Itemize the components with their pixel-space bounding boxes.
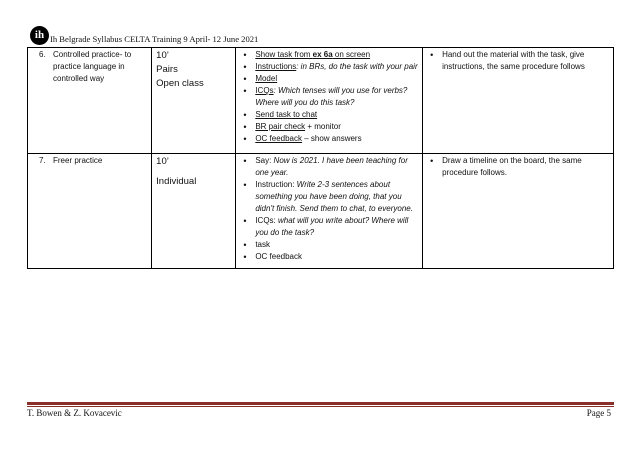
stage-number: 7.: [39, 156, 46, 165]
list-item: [240, 73, 418, 85]
stage-cell: [28, 48, 152, 154]
step-label: Instruction:: [255, 180, 297, 189]
list-item: • Draw a timeline on the board, the same procedure follows.: [427, 155, 609, 179]
list-item: • OC feedback: [240, 251, 418, 263]
step-text: Write 2-3 sentences about something you have been doing, that you didn't finish. Send them to chat, to everyone.: [255, 180, 413, 213]
list-item: [240, 179, 418, 215]
step-text: : Which tenses will you use for verbs? Where will you do this task?: [255, 86, 408, 107]
timing-cell: [152, 48, 236, 154]
step-text: : in BRs, do the task with your pair: [296, 62, 418, 71]
procedure-cell: [236, 154, 423, 269]
procedure-list: [240, 155, 418, 263]
list-item: [240, 61, 418, 73]
list-item: • Hand out the material with the task, give instructions, the same procedure follows: [427, 49, 609, 73]
stage-cell: [28, 154, 152, 269]
footer-divider: [27, 402, 614, 405]
footer-authors: T. Bowen & Z. Kovacevic: [27, 408, 122, 418]
stage-name: Freer practice: [53, 156, 103, 165]
step-text: + monitor: [305, 122, 341, 131]
step-label: Model: [255, 74, 278, 83]
list-item: • task: [240, 239, 418, 251]
step-text: on screen: [332, 50, 371, 59]
list-item: [240, 155, 418, 179]
notes-cell: [423, 48, 614, 154]
step-label: OC feedback: [255, 134, 303, 143]
list-item: [240, 133, 418, 145]
stage-time: 10’: [156, 156, 169, 167]
step-label: Instructions: [255, 62, 297, 71]
step-text-bold: ex 6a: [312, 50, 333, 59]
step-label: Send task to chat: [255, 110, 318, 119]
interaction-pattern: Pairs: [156, 64, 178, 75]
page-header: Ih Belgrade Syllabus CELTA Training 9 April- 12 June 2021: [50, 34, 259, 44]
list-item: [240, 109, 418, 121]
list-item: [240, 49, 418, 61]
ih-logo: ih: [30, 26, 49, 45]
notes-list: [427, 49, 609, 73]
table-row: [28, 48, 614, 154]
stage-name: Controlled practice- to practice language in controlled way: [53, 50, 132, 83]
step-text: what will you write about? Where will you do the task?: [255, 216, 409, 237]
interaction-pattern: Open class: [156, 78, 204, 89]
procedure-list: [240, 49, 418, 145]
list-item: [240, 121, 418, 133]
step-label: BR pair check: [255, 122, 306, 131]
step-text: – show answers: [302, 134, 362, 143]
list-item: [240, 215, 418, 239]
step-text: Show task from: [255, 50, 313, 59]
page-number: Page 5: [586, 408, 611, 418]
table-row: [28, 154, 614, 269]
timing-cell: [152, 154, 236, 269]
step-label: ICQs: [255, 86, 274, 95]
notes-cell: [423, 154, 614, 269]
stage-number: 6.: [39, 50, 46, 59]
procedure-cell: [236, 48, 423, 154]
footer-divider: [27, 406, 614, 407]
step-text: Now is 2021. I have been teaching for one year.: [255, 156, 408, 177]
list-item: [240, 85, 418, 109]
step-label: ICQs:: [255, 216, 278, 225]
interaction-pattern: Individual: [156, 176, 197, 187]
stage-time: 10’: [156, 50, 169, 61]
notes-list: [427, 155, 609, 179]
lesson-plan-table: [27, 47, 614, 269]
step-label: Say:: [255, 156, 274, 165]
